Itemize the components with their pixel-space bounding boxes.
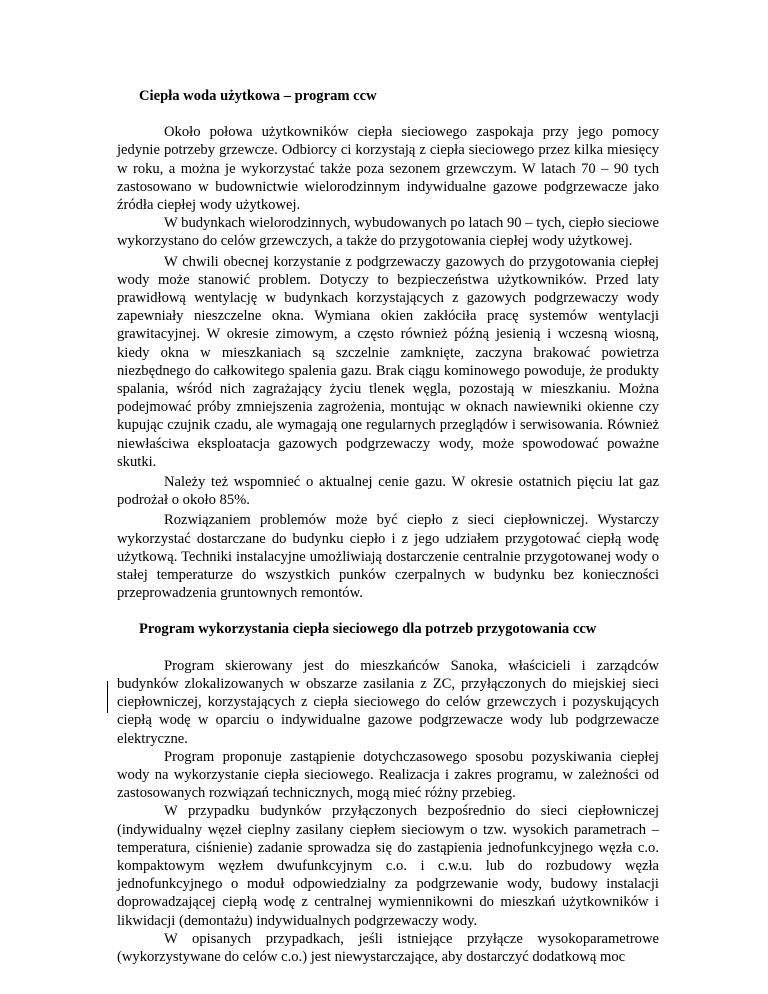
paragraph: Program skierowany jest do mieszkańców Sanoka, właścicieli i zarządców budynków zlokalizowanych w obszarze zasilania z ZC, przyłączonych do miejskiej sieci ciepłowniczej, korzystających z ciepła sieciowego do celów grzewczych i pozyskujących ciepłą wodę w oparciu o indywidualne gazowe podgrzewacze wody lub podgrzewacze elektryczne. — [117, 657, 659, 747]
revision-change-bar — [107, 681, 108, 713]
paragraph: W budynkach wielorodzinnych, wybudowanych po latach 90 – tych, ciepło sieciowe wykorzystano do celów grzewczych, a także do przygotowania ciepłej wody użytkowej. — [117, 215, 659, 250]
paragraph: Rozwiązaniem problemów może być ciepło z sieci ciepłowniczej. Wystarczy wykorzystać dostarczane do budynku ciepło i z jego udziałem przygotować ciepłą wodę użytkową. Techniki instalacyjne umożliwiają dostarczenie centralnie przygotowanej wody o stałej temperaturze do wszystkich punków czerpalnych w budynku bez konieczności przeprowadzenia gruntownych remontów. — [117, 512, 659, 602]
paragraph: Około połowa użytkowników ciepła sieciowego zaspokaja przy jego pomocy jedynie potrzeby grzewcze. Odbiorcy ci korzystają z ciepła sieciowego przez kilka miesięcy w roku, a można je wykorzystać także poza sezonem grzewczym. W latach 70 – 90 tych zastosowano w budownictwie wielorodzinnym indywidualne gazowe podgrzewacze jako źródła ciepłej wody użytkowej. — [117, 124, 659, 214]
paragraph: Program proponuje zastąpienie dotychczasowego sposobu pozyskiwania ciepłej wody na wykorzystanie ciepła sieciowego. Realizacja i zakres programu, w zależności od zastosowanych rozwiązań technicznych, mogą mieć różny przebieg. — [117, 748, 659, 802]
paragraph: W przypadku budynków przyłączonych bezpośrednio do sieci ciepłowniczej (indywidualny węzeł cieplny zasilany ciepłem sieciowym o tzw. wysokich parametrach – temperatura, ciśnienie) zadanie sprowadza się do zastąpienia jednofunkcyjnego węzła c.o. kompaktowym węzłem dwufunkcyjnym c.o. i c.w.u. lub do rozbudowy węzła jednofunkcyjnego o moduł odpowiedzialny za podgrzewanie wody, budowy instalacji doprowadzającej ciepłą wodę z centralnej wymiennikowni do mieszkań użytkowników i likwidacji (demontażu) indywidualnych podgrzewaczy wody. — [117, 803, 659, 929]
section-program — [117, 620, 659, 966]
section-heading: Ciepła woda użytkowa – program ccw — [139, 88, 377, 104]
section-heading: Program wykorzystania ciepła sieciowego dla potrzeb przygotowania ccw — [139, 621, 597, 638]
section-ccw — [117, 87, 659, 602]
paragraph: W chwili obecnej korzystanie z podgrzewaczy gazowych do przygotowania ciepłej wody może stanowić problem. Dotyczy to bezpieczeństwa użytkowników. Przed laty prawidłową wentylację w budynkach korzystających z gazowych podgrzewaczy wody zapewniały nieszczelne okna. Wymiana okien zakłóciła pracę systemów wentylacji grawitacyjnej. W okresie zimowym, a często również późną jesienią i wczesną wiosną, kiedy okna w mieszkaniach są szczelnie zamknięte, zaczyna brakować powietrza niezbędnego do całkowitego spalenia gazu. Brak ciągu kominowego powoduje, że produkty spalania, wśród nich zagrażający życiu tlenek węgla, pozostają w mieszkaniu. Można podejmować próby zmniejszenia zagrożenia, montując w oknach nawiewniki okienne czy kupując czujnik czadu, ale wymagają one regularnych przeglądów i serwisowania. Również niewłaściwa eksploatacja gazowych podgrzewaczy wody, może spowodować poważne skutki. — [117, 253, 659, 470]
document-body — [117, 87, 659, 966]
paragraph: W opisanych przypadkach, jeśli istniejące przyłącze wysokoparametrowe (wykorzystywane do celów c.o.) jest niewystarczające, aby dostarczyć dodatkową moc — [117, 930, 659, 965]
paragraph: Należy też wspomnieć o aktualnej cenie gazu. W okresie ostatnich pięciu lat gaz podrożał o około 85%. — [117, 474, 659, 509]
